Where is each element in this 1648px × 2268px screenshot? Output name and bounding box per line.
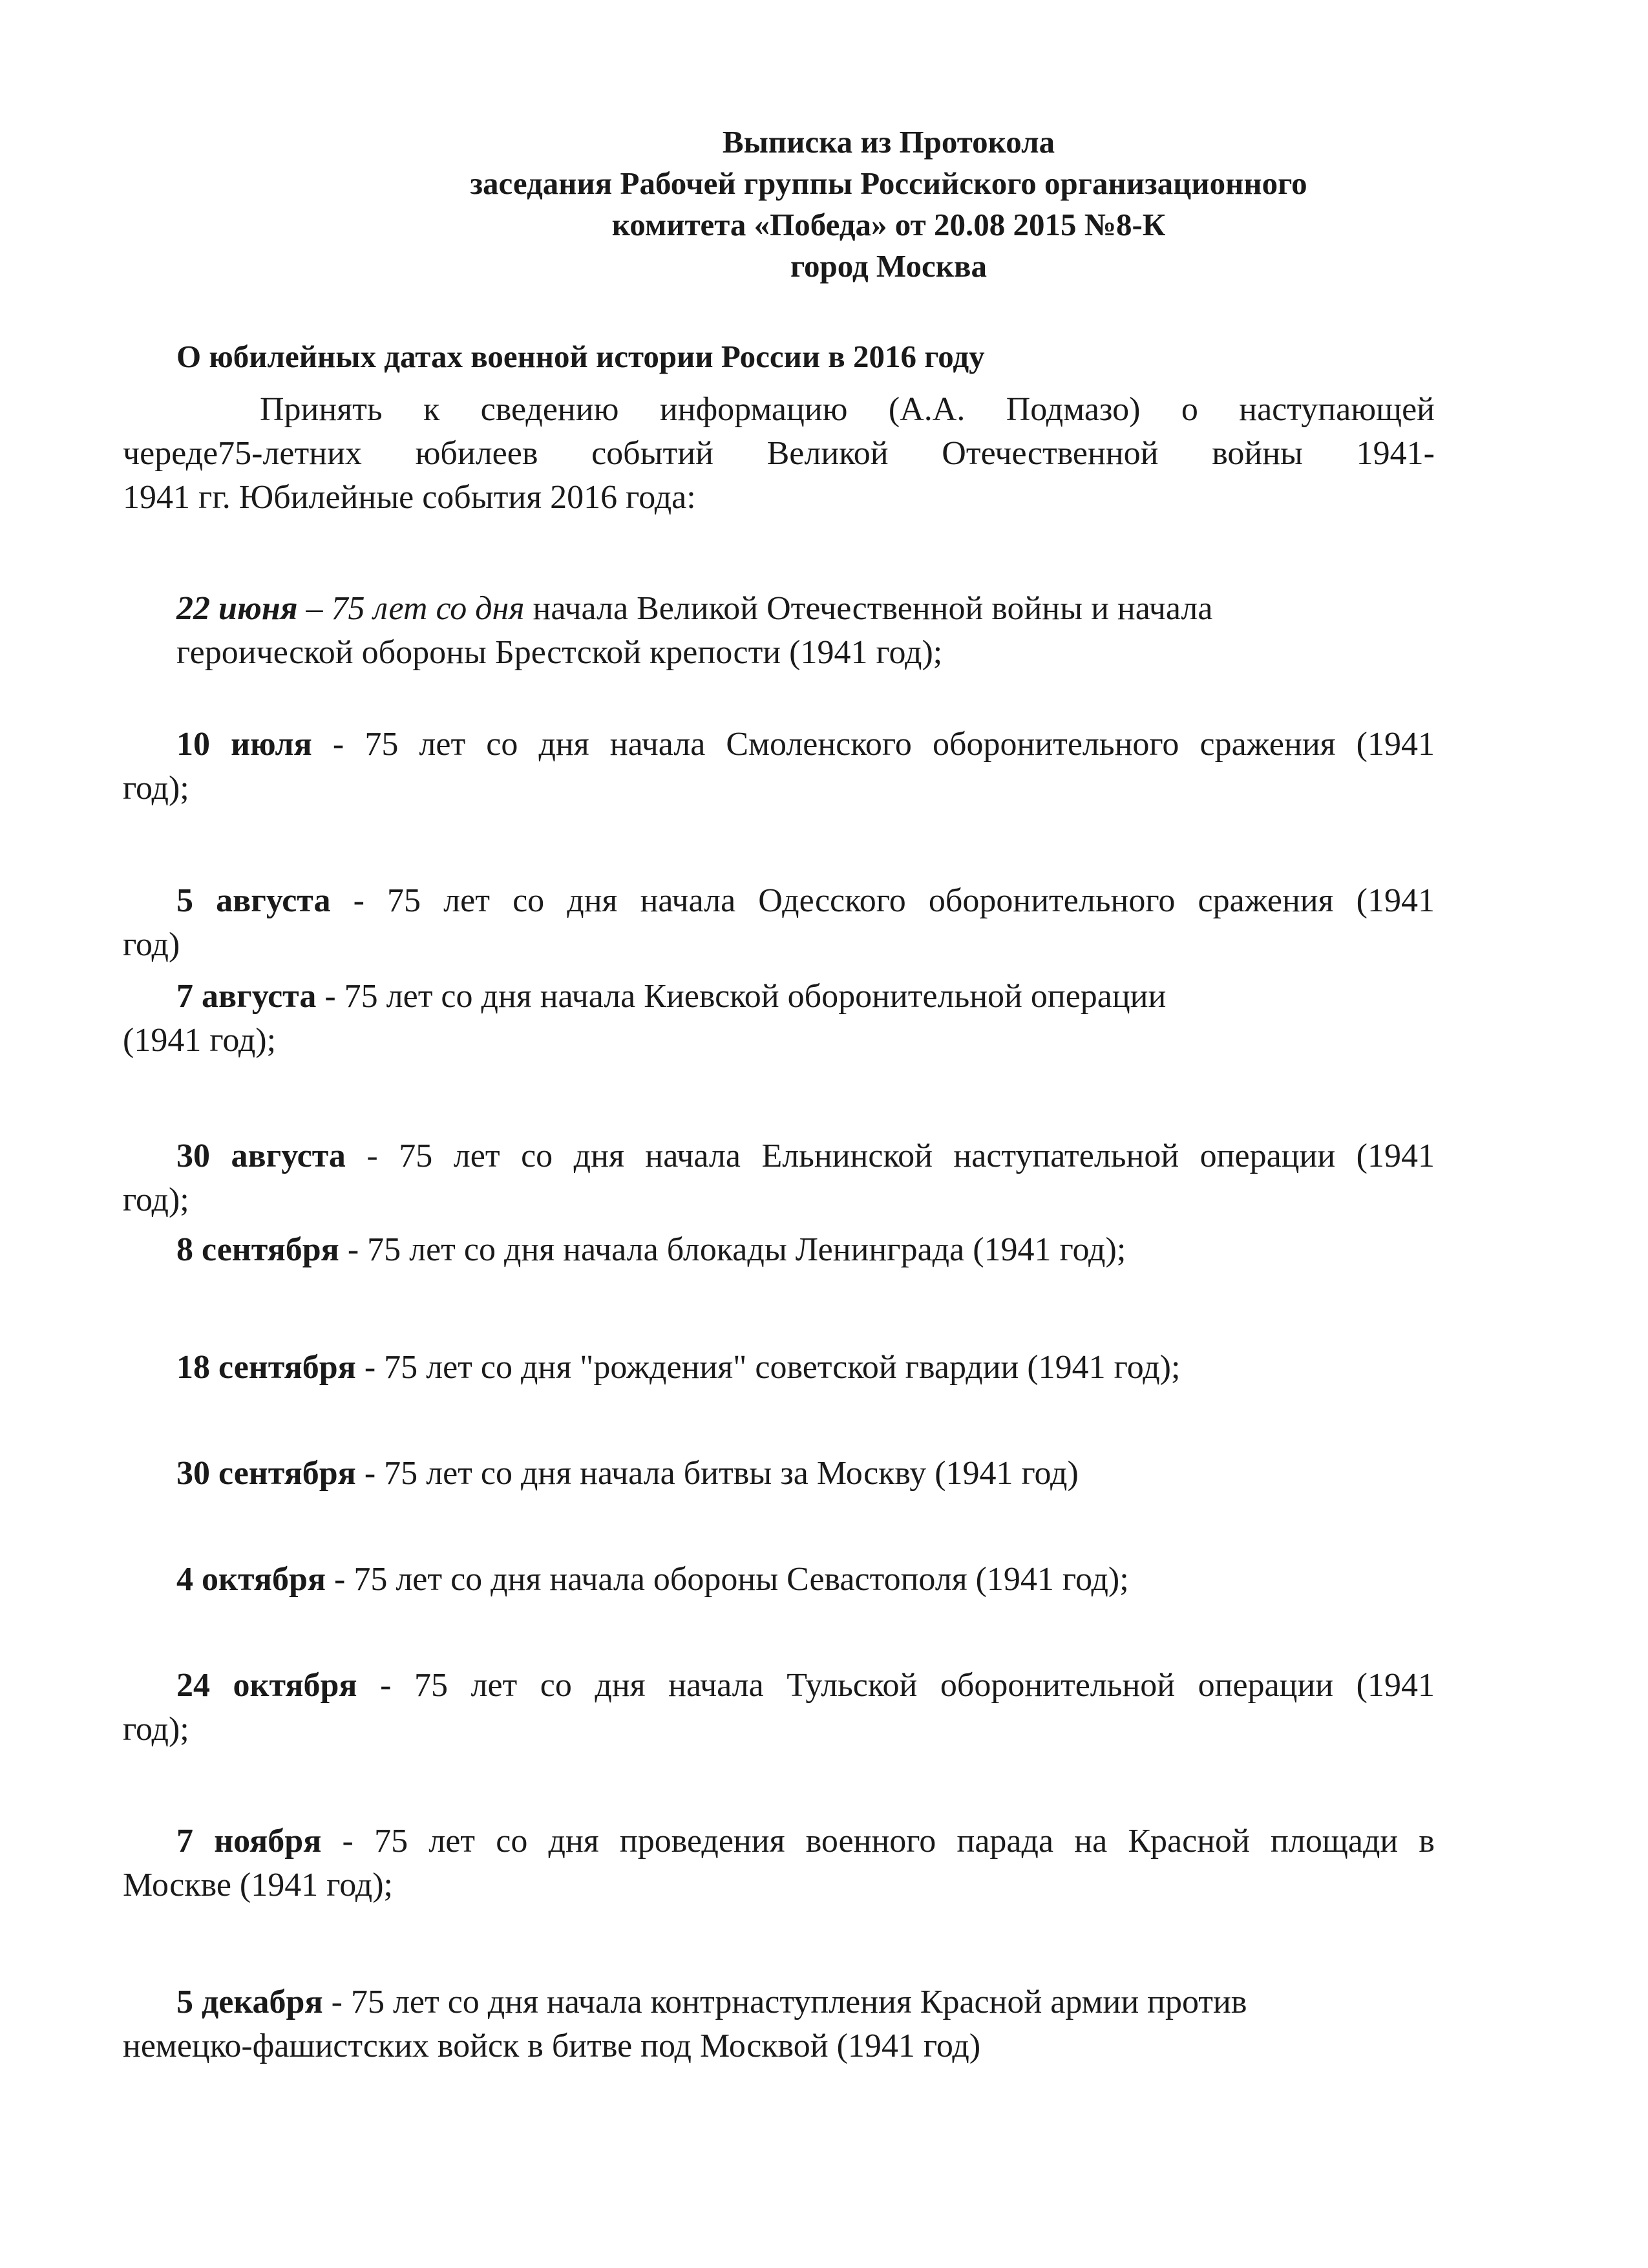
intro-line: 1941 гг. Юбилейные события 2016 года: <box>123 479 696 516</box>
jubilee-entry <box>123 1346 1435 1390</box>
jubilee-entry <box>123 1558 1435 1602</box>
entry-text: - 75 лет со дня начала Тульской оборонительной операции (1941 <box>357 1667 1435 1704</box>
entry-line: Москве (1941 год); <box>123 1867 393 1903</box>
entry-date: 5 декабря <box>176 1984 323 2020</box>
entry-line <box>123 1558 1435 1602</box>
entry-line: год); <box>123 770 189 807</box>
jubilee-entry <box>123 1819 1435 1907</box>
entry-line: год); <box>123 1182 189 1218</box>
entry-text: - 75 лет со дня проведения военного парада на Красной площади в <box>321 1823 1435 1860</box>
entry-dash: – 75 лет со дня <box>297 590 533 627</box>
entry-date: 7 ноября <box>176 1823 322 1860</box>
entry-text: - 75 лет со дня "рождения" советской гвардии (1941 год); <box>355 1349 1181 1386</box>
jubilee-entry <box>123 1228 1435 1272</box>
entry-line: (1941 год); <box>123 1022 277 1059</box>
entry-line <box>123 975 1435 1019</box>
entry-text: - 75 лет со дня начала Ельнинской наступательной операции (1941 <box>345 1138 1435 1174</box>
intro-line: Принять к сведению информацию (А.А. Подмазо) о наступающей <box>260 391 1435 428</box>
header-title: Выписка из Протокола <box>722 124 1055 160</box>
jubilee-entry <box>123 975 1435 1063</box>
entry-line <box>123 587 1435 631</box>
entry-line <box>123 1228 1435 1272</box>
entry-date: 7 августа <box>176 978 317 1015</box>
entry-line <box>123 1819 1435 1863</box>
entry-text: - 75 лет со дня начала Одесского оборонительного сражения (1941 <box>330 882 1435 919</box>
intro-line: череде75-летних юбилеев событий Великой Отечественной войны 1941- <box>123 435 1435 472</box>
document-header <box>388 122 1389 287</box>
header-meeting: заседания Рабочей группы Российского организационного <box>470 165 1307 201</box>
entry-date: 10 июля <box>176 726 312 763</box>
jubilee-entry <box>123 587 1435 675</box>
entry-date: 24 октября <box>176 1667 357 1704</box>
entry-text: - 75 лет со дня начала обороны Севастополя (1941 год); <box>326 1561 1129 1598</box>
entry-date: 4 октября <box>176 1561 326 1598</box>
entry-date: 30 августа <box>176 1138 346 1174</box>
jubilee-entry <box>123 1980 1435 2068</box>
entry-date: 5 августа <box>176 882 331 919</box>
entry-line: год) <box>123 926 180 963</box>
intro-paragraph <box>123 388 1435 520</box>
entry-line: немецко-фашистских войск в битве под Москвой (1941 год) <box>123 2028 981 2064</box>
entry-line <box>123 1452 1435 1496</box>
jubilee-entry <box>123 879 1435 967</box>
entry-text: - 75 лет со дня начала Смоленского оборонительного сражения (1941 <box>312 726 1435 763</box>
jubilee-entry <box>123 1664 1435 1752</box>
entry-line <box>123 1664 1435 1708</box>
entry-text: - 75 лет со дня начала битвы за Москву (1941 год) <box>355 1455 1079 1492</box>
entry-line: год); <box>123 1711 189 1748</box>
entry-text: - 75 лет со дня начала Киевской оборонительной операции <box>316 978 1167 1015</box>
jubilee-entry <box>123 723 1435 811</box>
entry-date: 22 июня <box>176 590 298 627</box>
entry-line <box>123 1346 1435 1390</box>
jubilee-entry <box>123 1452 1435 1496</box>
jubilee-entry <box>123 1134 1435 1222</box>
entry-text: - 75 лет со дня начала контрнаступления Красной армии против <box>322 1984 1247 2020</box>
section-title: О юбилейных датах военной истории России в 2016 году <box>176 339 985 374</box>
entry-line <box>123 723 1435 767</box>
entry-text: начала Великой Отечественной войны и начала <box>533 590 1213 627</box>
entry-date: 30 сентября <box>176 1455 356 1492</box>
entry-date: 8 сентября <box>176 1231 339 1268</box>
header-committee-date: комитета «Победа» от 20.08 2015 №8-К <box>611 207 1166 242</box>
entry-text: - 75 лет со дня начала блокады Ленинграда (1941 год); <box>339 1231 1126 1268</box>
header-city: город Москва <box>790 248 987 284</box>
entry-line: героической обороны Брестской крепости (1941 год); <box>176 634 943 671</box>
entry-line <box>123 1980 1435 2024</box>
entry-line <box>123 879 1435 923</box>
entry-line <box>123 1134 1435 1178</box>
entry-date: 18 сентября <box>176 1349 356 1386</box>
